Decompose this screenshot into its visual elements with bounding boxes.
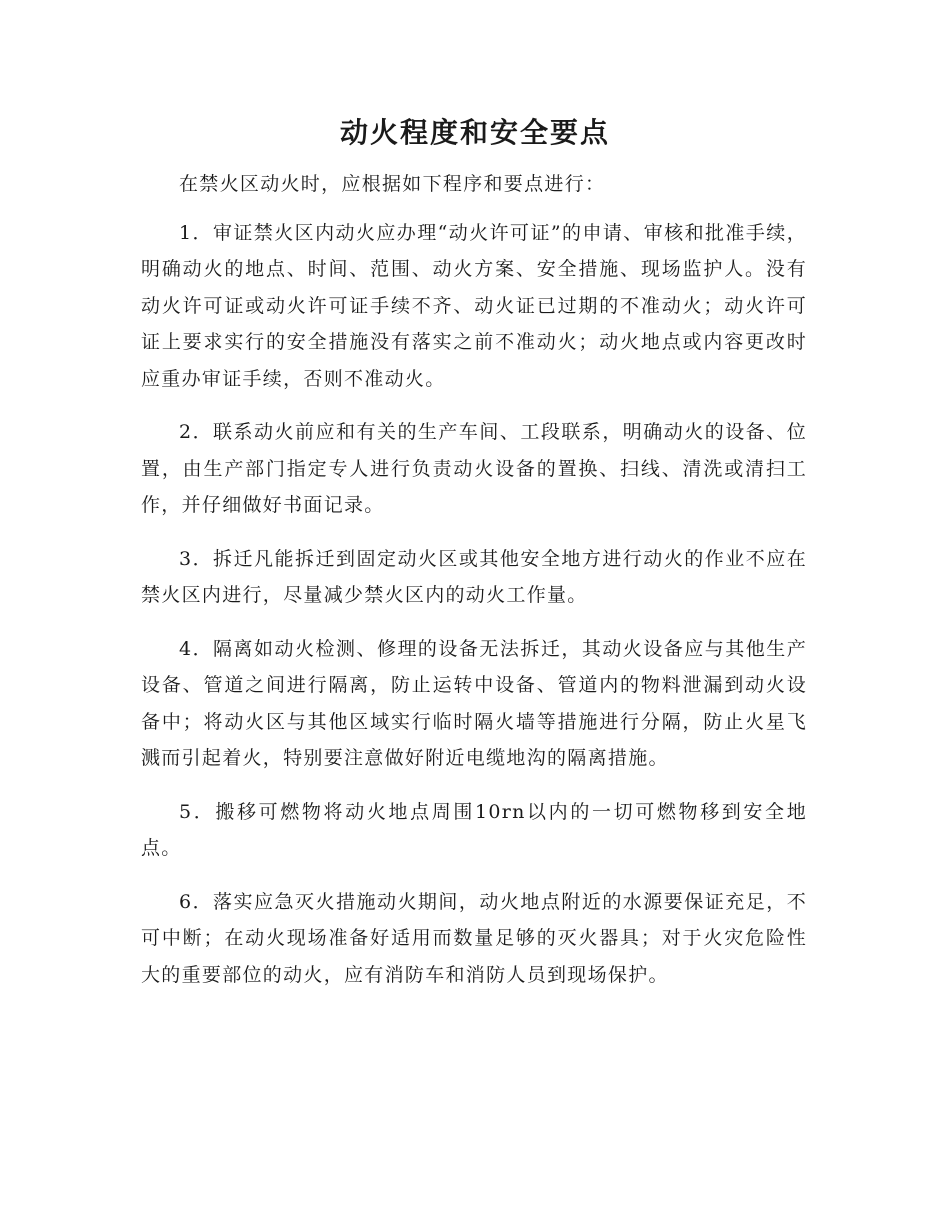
paragraph-permit-review: 1．审证禁火区内动火应办理“动火许可证”的申请、审核和批准手续，明确动火的地点、时间、范围、动火方案、安全措施、现场监护人。没有动火许可证或动火许可证手续不齐、动火证已过期的不准动火；动火许可证上要求实行的安全措施没有落实之前不准动火；动火地点或内容更改时应重办审证手续，否则不准动火。 (141, 221, 807, 390)
intro-paragraph: 在禁火区动火时，应根据如下程序和要点进行： (179, 173, 606, 195)
paragraph-contact: 2．联系动火前应和有关的生产车间、工段联系，明确动火的设备、位置，由生产部门指定专人进行负责动火设备的置换、扫线、清洗或清扫工作，并仔细做好书面记录。 (141, 421, 807, 516)
paragraph-relocation: 3．拆迁凡能拆迁到固定动火区或其他安全地方进行动火的作业不应在禁火区内进行，尽量减少禁火区内的动火工作量。 (141, 547, 807, 606)
paragraph-remove-combustibles: 5．搬移可燃物将动火地点周围10rn以内的一切可燃物移到安全地点。 (141, 800, 807, 859)
document-body (141, 166, 807, 1010)
page-title: 动火程度和安全要点 (339, 116, 610, 149)
paragraph-isolation: 4．隔离如动火检测、修理的设备无法拆迁，其动火设备应与其他生产设备、管道之间进行隔离，防止运转中设备、管道内的物料泄漏到动火设备中；将动火区与其他区域实行临时隔火墙等措施进行分隔，防止火星飞溅而引起着火，特别要注意做好附近电缆地沟的隔离措施。 (141, 637, 807, 769)
paragraph-emergency-measures: 6．落实应急灭火措施动火期间，动火地点附近的水源要保证充足，不可中断；在动火现场准备好适用而数量足够的灭火器具；对于火灾危险性大的重要部位的动火，应有消防车和消防人员到现场保护。 (141, 890, 807, 986)
